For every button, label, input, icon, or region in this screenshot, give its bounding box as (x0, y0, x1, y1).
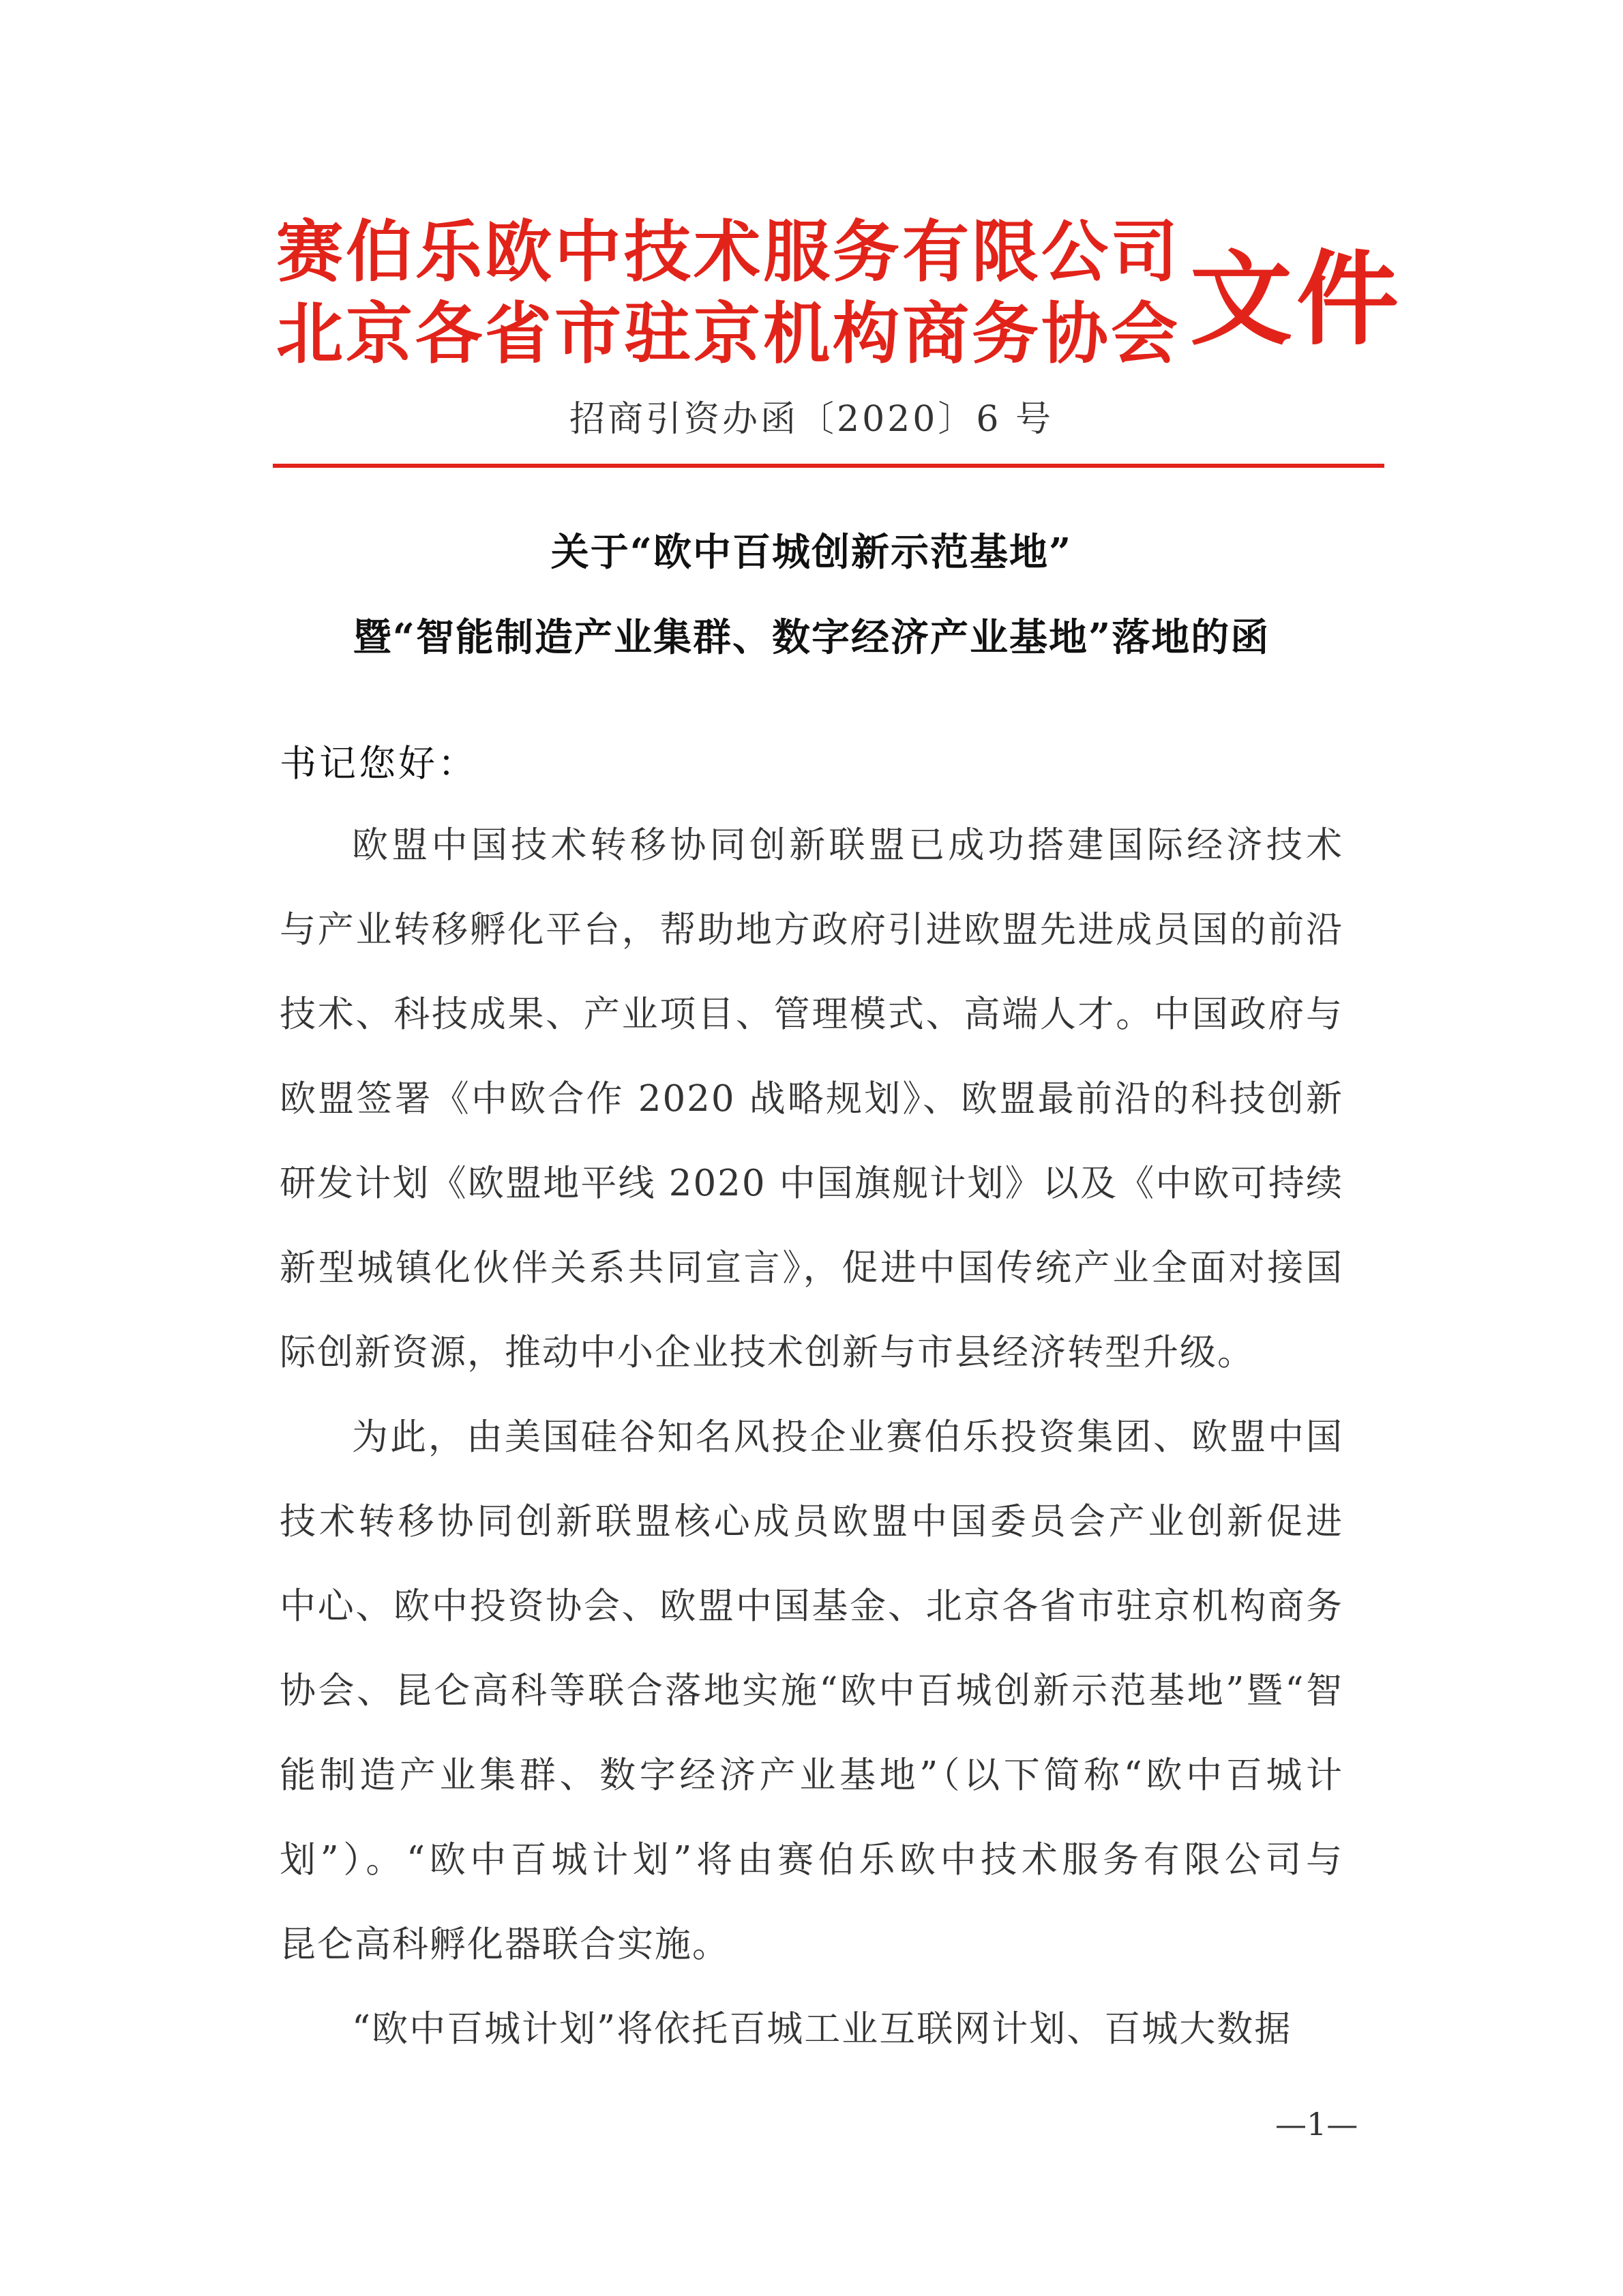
text-line: 与产业转移孵化平台，帮助地方政府引进欧盟先进成员国的前沿 (280, 909, 1343, 951)
text-line: “欧中百城计划”将依托百城工业互联网计划、百城大数据 (352, 2008, 1292, 2050)
text-line: 技术、科技成果、产业项目、管理模式、高端人才。中国政府与 (280, 994, 1343, 1035)
issuing-organization-1: 赛伯乐欧中技术服务有限公司 (276, 213, 1181, 291)
text-line: 中心、欧中投资协会、欧盟中国基金、北京各省市驻京机构商务 (280, 1585, 1343, 1627)
text-line: 新型城镇化伙伴关系共同宣言》，促进中国传统产业全面对接国 (280, 1247, 1343, 1289)
text-line: 际创新资源，推动中小企业技术创新与市县经济转型升级。 (280, 1332, 1255, 1373)
salutation: 书记您好： (280, 742, 477, 785)
document-mark: 文件 (1190, 241, 1403, 359)
letterhead (276, 205, 1403, 382)
letter-body (280, 818, 1343, 2087)
text-line: 能制造产业集群、数字经济产业基地”（以下简称“欧中百城计 (280, 1755, 1343, 1796)
text-line: 欧盟签署《中欧合作 2020 战略规划》、欧盟最前沿的科技创新 (280, 1078, 1343, 1120)
issuing-organization-2: 北京各省市驻京机构商务协会 (276, 295, 1181, 373)
text-line: 昆仑高科孵化器联合实施。 (280, 1924, 730, 1965)
paragraph-1 (280, 818, 1343, 1410)
document-title-line-2: 暨“智能制造产业集群、数字经济产业基地”落地的函 (353, 615, 1270, 660)
text-line: 研发计划《欧盟地平线 2020 中国旗舰计划》以及《中欧可持续 (280, 1163, 1343, 1204)
text-line: 划”）。“欧中百城计划”将由赛伯乐欧中技术服务有限公司与 (280, 1839, 1343, 1881)
page-number: —1— (1275, 2106, 1358, 2143)
text-line: 协会、昆仑高科等联合落地实施“欧中百城创新示范基地”暨“智 (280, 1670, 1343, 1712)
paragraph-3 (280, 2002, 1343, 2087)
text-line: 为此，由美国硅谷知名风投企业赛伯乐投资集团、欧盟中国 (352, 1416, 1343, 1458)
paragraph-2 (280, 1410, 1343, 2002)
text-line: 欧盟中国技术转移协同创新联盟已成功搭建国际经济技术 (352, 824, 1343, 866)
document-number: 招商引资办函〔2020〕6 号 (569, 399, 1054, 440)
red-divider-line (273, 464, 1384, 468)
text-line: 技术转移协同创新联盟核心成员欧盟中国委员会产业创新促进 (280, 1501, 1343, 1542)
document-title-line-1: 关于“欧中百城创新示范基地” (550, 530, 1073, 575)
